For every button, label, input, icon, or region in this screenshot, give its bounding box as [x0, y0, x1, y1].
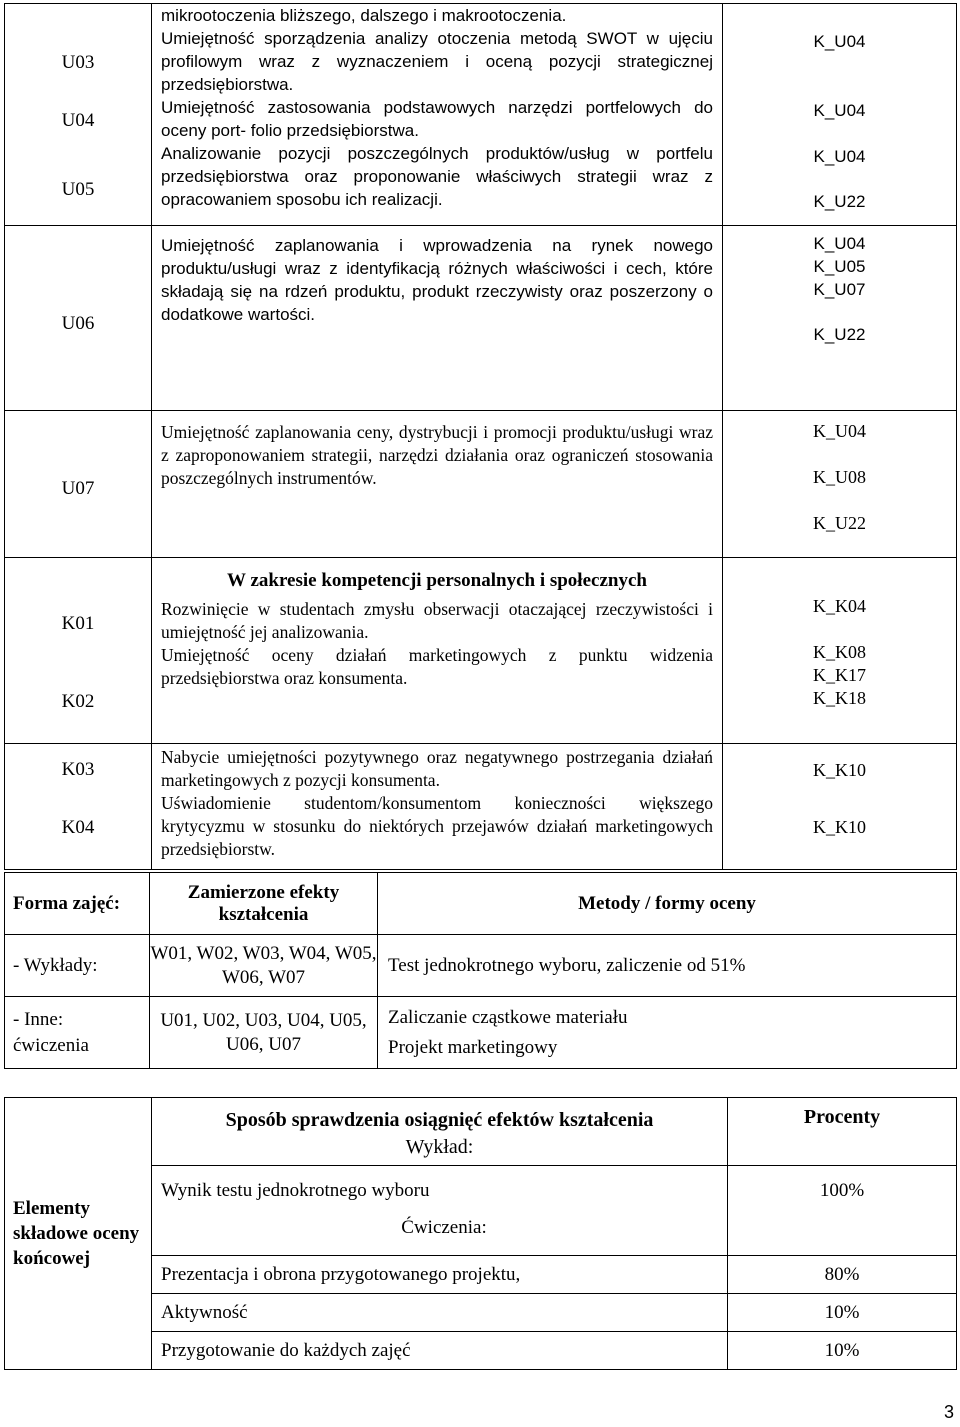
outcome-code: K03: [61, 759, 95, 780]
table-row: [5, 411, 957, 558]
outcome-code: K01: [61, 613, 95, 634]
outcome-code: K04: [61, 817, 95, 838]
course-forms-table: [4, 872, 957, 1069]
column-header: Zamierzone efekty kształcenia: [150, 873, 378, 935]
ref-code: K_U22: [813, 192, 866, 211]
ref-code: K_U08: [813, 467, 866, 487]
table-row: [5, 935, 957, 997]
table-row: [5, 1098, 957, 1166]
outcome-text: Umiejętność zaplanowania ceny, dystrybucji i promocji produktu/usługi wraz z zaproponowaniem strategii, narzędzi działania oraz ograniczeń stosowania poszczególnych instrumentów.: [161, 422, 713, 488]
ref-code: K_K18: [813, 688, 866, 708]
subsection-label: Wykład:: [405, 1135, 474, 1158]
table-row: [5, 873, 957, 935]
outcome-code: U06: [61, 313, 95, 334]
assessment-item: Wynik testu jednokrotnego wyboru: [161, 1180, 430, 1201]
section-heading: W zakresie kompetencji personalnych i społecznych: [227, 570, 647, 591]
ref-code: K_U04: [813, 234, 866, 253]
ref-code: K_U04: [813, 101, 866, 120]
table-row: [5, 997, 957, 1069]
assessment-item: Prezentacja i obrona przygotowanego projektu,: [152, 1256, 728, 1294]
assessment-method: Test jednokrotnego wyboru, zaliczenie od 51%: [378, 935, 957, 997]
ref-code: K_U22: [813, 325, 866, 344]
learning-outcomes-table: [4, 3, 957, 870]
outcome-text: mikrootoczenia bliższego, dalszego i makrootoczenia.: [161, 6, 567, 25]
percentage: 100%: [728, 1166, 957, 1256]
outcome-code: U05: [61, 179, 95, 200]
outcome-text: Umiejętność zaplanowania i wprowadzenia na rynek nowego produktu/usługi wraz z identyfikacją różnych właściwości i cech, które składają się na rdzeń produktu, produkt rzeczywisty oraz poszerzony o dodatkowe wartości.: [161, 236, 713, 324]
ref-code: K_K04: [813, 596, 866, 616]
assessment-method: Zaliczanie cząstkowe materiału: [388, 1006, 628, 1028]
table-row: [5, 558, 957, 744]
outcome-code: U07: [61, 478, 95, 499]
ref-code: K_U04: [813, 147, 866, 166]
outcome-list: U01, U02, U03, U04, U05, U06, U07: [150, 997, 378, 1069]
course-form: - Inne:: [13, 1008, 64, 1030]
course-form: - Wykłady:: [5, 935, 150, 997]
outcome-text: Umiejętność oceny działań marketingowych z punktu widzenia przedsiębiorstwa oraz konsumenta.: [161, 645, 713, 688]
ref-code: K_K10: [813, 760, 866, 780]
ref-code: K_K17: [813, 665, 866, 685]
outcome-text: Nabycie umiejętności pozytywnego oraz negatywnego postrzegania działań marketingowych z pozycji konsumenta.: [161, 747, 713, 790]
course-form-detail: ćwiczenia: [13, 1034, 89, 1056]
outcome-code: U03: [61, 52, 95, 73]
percentage: 10%: [728, 1294, 957, 1332]
column-header: Forma zajęć:: [5, 873, 150, 935]
outcome-text: Umiejętność zastosowania podstawowych narzędzi portfelowych do oceny port- folio przedsiębiorstwa.: [161, 98, 713, 140]
table-row: [5, 744, 957, 870]
assessment-item: Aktywność: [152, 1294, 728, 1332]
percentage: 10%: [728, 1332, 957, 1370]
ref-code: K_U22: [813, 513, 866, 533]
outcome-code: U04: [61, 110, 95, 131]
outcome-list: W01, W02, W03, W04, W05, W06, W07: [150, 935, 378, 997]
ref-code: K_U05: [813, 257, 866, 276]
ref-code: K_U04: [813, 421, 866, 441]
ref-code: K_U07: [813, 280, 866, 299]
outcome-text: Uświadomienie studentom/konsumentom konieczności większego krytycyzmu w stosunku do niektórych przejawów działań marketingowych przedsiębiorstw.: [161, 793, 713, 859]
assessment-table: [4, 1097, 957, 1370]
outcome-text: Rozwinięcie w studentach zmysłu obserwacji otaczającej rzeczywistości i umiejętność jej analizowania.: [161, 599, 713, 642]
outcome-text: Umiejętność sporządzenia analizy otoczenia metodą SWOT w ujęciu profilowym wraz z wyznaczeniem i oceną pozycji strategicznej przedsiębiorstwa.: [161, 29, 713, 94]
ref-code: K_K10: [813, 817, 866, 837]
assessment-item: Przygotowanie do każdych zajęć: [152, 1332, 728, 1370]
table-row: [5, 226, 957, 411]
outcome-code: K02: [61, 691, 95, 712]
outcome-text: Analizowanie pozycji poszczególnych produktów/usług w portfelu przedsiębiorstwa oraz proponowanie właściwych strategii wraz z opracowaniem sposobu ich realizacji.: [161, 144, 713, 209]
table-row: [5, 4, 957, 226]
column-header: Sposób sprawdzenia osiągnięć efektów kształcenia: [225, 1108, 654, 1131]
ref-code: K_K08: [813, 642, 866, 662]
column-header: Procenty: [728, 1098, 957, 1166]
subsection-label: Ćwiczenia:: [401, 1217, 487, 1238]
assessment-method: Projekt marketingowy: [388, 1036, 558, 1058]
page-number: 3: [943, 1402, 954, 1422]
ref-code: K_U04: [813, 32, 866, 51]
percentage: 80%: [728, 1256, 957, 1294]
row-label: Elementy składowe oceny końcowej: [5, 1098, 152, 1370]
column-header: Metody / formy oceny: [378, 873, 957, 935]
